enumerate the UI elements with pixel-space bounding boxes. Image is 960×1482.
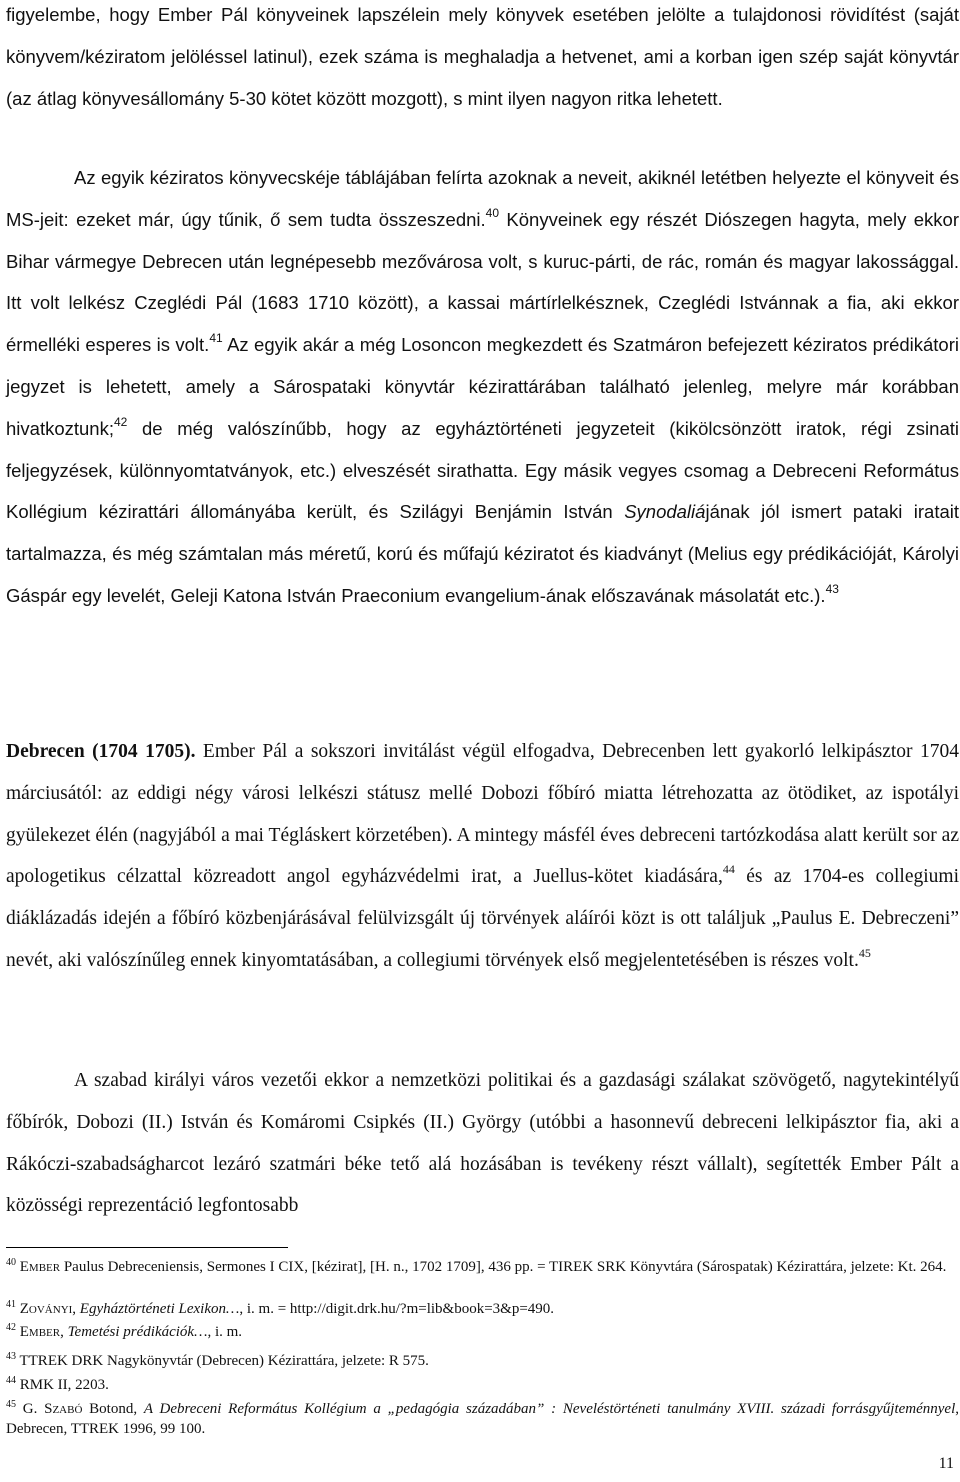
footnote-ref-40[interactable]: 40 (485, 205, 500, 220)
footnote-ref-45[interactable]: 45 (858, 945, 871, 960)
footnote-41: $^{41}$ Zoványi, Egyháztörténeti Lexikon…, i. m. = http://digit.drk.hu/?m=lib&book=3&p=490. (6, 1299, 555, 1317)
footnote-43: $^{43}$ TTREK DRK Nagykönyvtár (Debrecen) Kézirattára, jelzete: R 575. (6, 1351, 429, 1369)
page-number: 11 (938, 1455, 954, 1472)
footnote-40: $^{40}$ Ember Paulus Debreceniensis, Sermones I CIX, [kézirat], [H. n., 1702 1709], 436 pp. = TIREK SRK Könyvtára (Sárospatak) Kézirattára, jelzete: Kt. 264. (6, 1257, 947, 1275)
footnote-44: $^{44}$ RMK II, 2203. (6, 1375, 109, 1393)
section-heading: Debrecen (1704 1705). (6, 741, 196, 762)
footnote-45: $^{45}$ G. Szabó Botond, A Debreceni Református Kollégium a „pedagógia századában” : Neveléstörténeti tanulmány XVIII. századi forrásgyűjteménnyel, Debrecen, TTREK 1996, 99 100. (6, 1399, 959, 1437)
footnote-ref-44[interactable]: 44 (722, 862, 735, 877)
footnote-42: $^{42}$ Ember, Temetési prédikációk…, i. m. (6, 1322, 243, 1340)
paragraph-intro: figyelembe, hogy Ember Pál könyveinek lapszélein mely könyvek esetében jelölte a tulajdonosi rövidítést (saját könyvem/kéziratom jelöléssel latinul), ezek száma is meghaladja a hetvenet, ami a korban igen szép saját könyvtár (az átlag könyvesállomány 5-30 kötet között mozgott), s mint ilyen nagyon ritka lehetett. (6, 4, 959, 109)
footnote-ref-42[interactable]: 42 (113, 414, 128, 429)
footnote-separator (6, 1247, 288, 1248)
paragraph-city-leaders: A szabad királyi város vezetői ekkor a nemzetközi politikai és a gazdasági szálakat szövögető, nagytekintélyű főbírók, Dobozi (II.) István és Komáromi Csipkés (II.) György (utóbbi a hasonnevű debreceni lelkipásztor fia, aki a Rákóczi-szabadságharcot lezáró szatmári béke tető alá hozásában is tevékeny részt vállalt), segítették Ember Pált a közösségi reprezentáció legfontosabb (6, 1070, 959, 1217)
paragraph-debrecen: Debrecen (1704 1705). Ember Pál a sokszori invitálást végül elfogadva, Debrecenben lett gyakorló lelkipásztor 1704 márciusától: az eddigi négy városi lelkészi státusz mellé Dobozi főbíró miatta létrehozatta az ötödiket, az ispotályi gyülekezet élén (nagyjából a mai Tégláskert körzetében). A mintegy másfél éves debreceni tartózkodása alatt került sor az apologetikus célzattal közreadott angol egyházvédelmi irat, a Juellus-kötet kiadására,$^{44}$ és az 1704-es collegiumi diáklázadás idején a főbíró közbenjárásával felülvizsgált új törvények aláírói közt is ott találjuk „Paulus E. Debreczeni” nevét, aki valószínűleg ennek kinyomtatásában, a collegiumi törvények első megjelentetésében is részes volt.$^{45}$ (6, 741, 960, 971)
footnote-ref-41[interactable]: 41 (209, 331, 223, 346)
paragraph-manuscripts: Az egyik kéziratos könyvecskéje táblájában felírta azoknak a neveit, akiknél letétben helyezte el könyveit és MS-jeit: ezeket már, úgy tűnik, ő sem tudta összeszedni.$^{40}$ Könyveinek egy részét Diószegen hagyta, mely ekkor Bihar vármegye Debrecen után legnépesebb mezővárosa volt, s kuruc-párti, de rác, román és magyar lakossággal. Itt volt lelkész Czeglédi Pál (1683 1710 között), a kassai mártírlelkésznek, Czeglédi Istvánnak a fia, aki ekkor érmelléki esperes is volt.$^{41}$ Az egyik akár a még Losoncon megkezdett és Szatmáron befejezett kéziratos prédikátori jegyzet is lehetett, amely a Sárospataki könyvtár kézirattárában található jelenleg, melyre már korábban hivatkoztunk;$^{42}$ de még valószínűbb, hogy az egyháztörténeti jegyzeteit (kikölcsönzött iratok, régi zsinati feljegyzések, különnyomtatványok, etc.) elveszését sirathatta. Egy másik vegyes csomag a Debreceni Református Kollégium kézirattári állományába került, és Szilágyi Benjámin István Synodaliájának jól ismert pataki iratait tartalmazza, és még számtalan más méretű, korú és műfajú kéziratot és kiadványt (Melius egy prédikációját, Károlyi Gáspár egy levelét, Geleji Katona István Praeconium evangelium-ának előszavának másolatát etc.).$^{43}$ (6, 167, 960, 606)
footnote-ref-43[interactable]: 43 (825, 581, 839, 596)
